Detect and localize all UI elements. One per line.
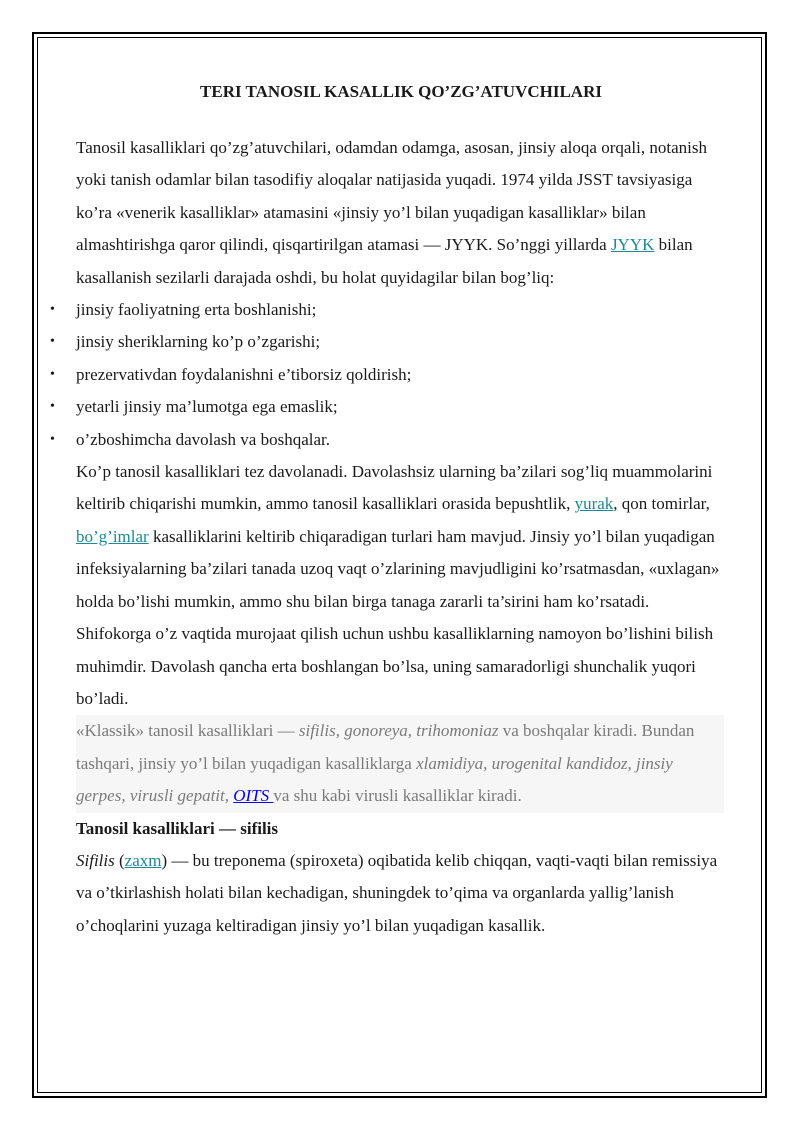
quote-text-1: «Klassik» tanosil kasalliklari —	[76, 721, 299, 741]
intro-text-1: Tanosil kasalliklari qo’zg’atuvchilari, odamdan odamga, asosan, jinsiy aloqa orqali, notanish yoki tanish odamlar bilan tasodifiy aloqalar natijasida yuqadi. 1974 yilda JSST tavsiyasiga ko’ra «venerik kasalliklar» atamasini «jinsiy yo’l bilan yuqadigan kasalliklar» bilan almashtirishga qaror qilindi, qisqartirilgan atamasi — JYYK. So’nggi yillarda	[76, 138, 707, 255]
quote-text-3: va shu kabi virusli kasalliklar kiradi.	[273, 786, 522, 806]
link-yurak[interactable]: yurak	[574, 494, 614, 514]
para2-text-3: kasalliklarini keltirib chiqaradigan turlari ham mavjud. Jinsiy yo’l bilan yuqadigan infeksiyalarning ba’zilari tanada uzoq vaqt o’zlarining mavjudligini ko’rsatmasdan, «uxlagan» holda bo’lishi mumkin, ammo shu bilan birga tanaga zararli ta’sirini ham ko’rsatadi. Shifokorga o’z vaqtida murojaat qilish uchun ushbu kasalliklarning namoyon bo’lishini bilish muhimdir. Davolash qancha erta boshlangan bo’lsa, uning samaradorligi shunchalik yuqori bo’ladi.	[76, 526, 720, 708]
list-item-text: jinsiy faoliyatning erta boshlanishi;	[76, 300, 317, 320]
body-paragraph	[76, 456, 726, 715]
list-item	[50, 326, 726, 358]
quote-italic-2: xlamidiya, urogenital kandidoz, jinsiy gerpes, virusli gepatit,	[76, 753, 673, 806]
list-item-text: prezervativdan foydalanishni e’tiborsiz qoldirish;	[76, 364, 412, 384]
bullet-icon: •	[50, 366, 55, 382]
intro-text-2: bilan kasallanish sezilarli darajada oshdi, bu holat quyidagilar bilan bog’liq:	[76, 235, 693, 287]
page-title: TERI TANOSIL KASALLIK QO’ZG’ATUVCHILARI	[200, 82, 602, 101]
quote-italic-1: sifilis, gonoreya, trihomoniaz	[298, 721, 499, 741]
link-bogimlar[interactable]: bo’g’imlar	[76, 526, 149, 546]
link-oits[interactable]: OITS	[233, 786, 274, 806]
para3-text-2: ) — bu treponema (spiroxeta) oqibatida kelib chiqqan, vaqti-vaqti bilan remissiya va o’tkirlashish holati bilan kechadigan, shuningdek to’qima va organlarda yallig’lanish o’choqlarini yuzaga keltiradigan jinsiy yo’l bilan yuqadigan kasallik.	[76, 850, 718, 935]
para3-text-1: (	[114, 850, 125, 870]
definition-paragraph	[76, 845, 726, 942]
quote-text-2: va boshqalar kiradi. Bundan tashqari, jinsiy yo’l bilan yuqadigan kasalliklarga	[76, 721, 695, 773]
list-item-text: o’zboshimcha davolash va boshqalar.	[76, 429, 330, 449]
link-jyyk[interactable]: JYYK	[610, 235, 655, 255]
bullet-icon: •	[50, 399, 55, 415]
link-zaxm[interactable]: zaxm	[124, 850, 162, 870]
section-heading: Tanosil kasalliklari — sifilis	[76, 818, 279, 838]
list-item	[50, 294, 726, 326]
intro-paragraph	[76, 132, 726, 294]
list-item-text: yetarli jinsiy ma’lumotga ega emaslik;	[76, 397, 338, 417]
bullet-icon: •	[50, 334, 55, 350]
list-item	[50, 359, 726, 391]
quote-block	[76, 715, 724, 812]
document-body	[50, 78, 726, 942]
list-item-text: jinsiy sheriklarning ko’p o’zgarishi;	[76, 332, 321, 352]
para3-italic: Sifilis	[76, 850, 115, 870]
bullet-icon: •	[50, 302, 55, 318]
para2-text-1: Ko’p tanosil kasalliklari tez davolanadi. Davolashsiz ularning ba’zilari sog’liq muammolarini keltirib chiqarishi mumkin, ammo tanosil kasalliklari orasida bepushtlik,	[76, 462, 713, 514]
list-item	[50, 391, 726, 423]
para2-text-2: , qon tomirlar,	[613, 494, 710, 514]
bullet-list	[50, 294, 726, 456]
list-item	[50, 424, 726, 456]
bullet-icon: •	[50, 431, 55, 447]
